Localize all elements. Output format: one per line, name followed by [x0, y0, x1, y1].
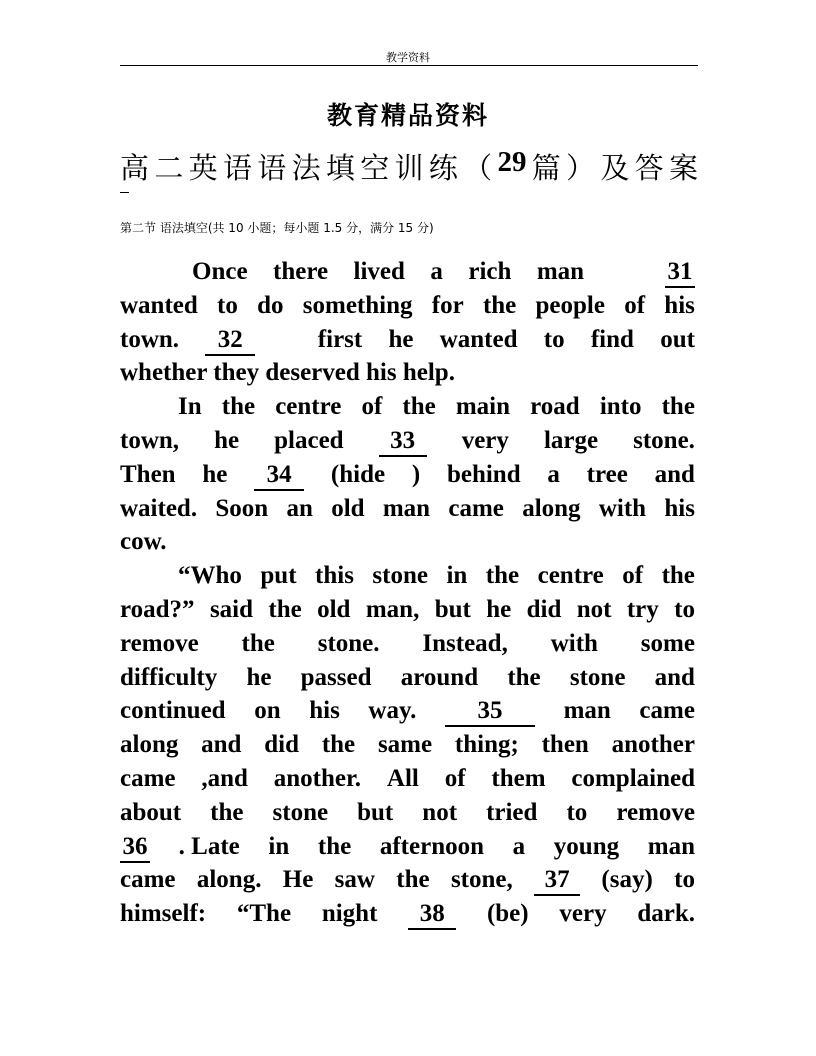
- passage-word: but: [357, 798, 394, 826]
- title-char: ）: [566, 151, 596, 185]
- passage-word: on: [254, 697, 281, 725]
- passage-word: came: [120, 764, 176, 792]
- passage-word: a: [430, 258, 443, 285]
- passage-word: of: [622, 562, 644, 590]
- passage-word: the: [210, 798, 244, 826]
- title-char: 答: [634, 151, 664, 185]
- passage-word: man: [382, 494, 431, 522]
- passage-word: the: [507, 663, 541, 691]
- passage-word: young: [553, 832, 620, 860]
- blank-31[interactable]: 31: [665, 260, 695, 288]
- passage-word: an: [286, 494, 313, 522]
- passage-word: a: [547, 460, 560, 488]
- passage-word: along.: [196, 866, 262, 894]
- passage-word: some: [640, 629, 695, 657]
- main-title: [120, 146, 698, 187]
- passage-word: very: [559, 900, 607, 928]
- blank-37[interactable]: 37: [534, 868, 580, 896]
- title-char: 语: [257, 151, 287, 185]
- passage-word: the: [661, 562, 695, 590]
- passage-line: [120, 796, 695, 830]
- passage-word: into: [599, 393, 642, 421]
- passage-word: something: [302, 291, 413, 319]
- passage-word: man: [563, 697, 611, 725]
- title-char: 法: [291, 151, 321, 185]
- blank-35[interactable]: 35: [445, 699, 535, 727]
- passage-word: very: [461, 426, 509, 454]
- passage-word: placed: [274, 426, 344, 454]
- passage-line: [120, 728, 695, 762]
- passage-word: try: [626, 595, 659, 623]
- passage-word: himself:: [120, 900, 207, 928]
- title-char: 填: [325, 151, 355, 185]
- passage-line: [120, 424, 695, 458]
- blank-38[interactable]: 38: [408, 902, 456, 930]
- passage-word: the: [661, 393, 695, 421]
- passage-word: remove: [616, 798, 695, 826]
- section-instructions: 第二节 语法填空(共 10 小题；每小题 1.5 分，满分 15 分): [120, 221, 434, 235]
- passage-line: [120, 627, 695, 661]
- passage-word: saw: [334, 866, 375, 894]
- passage-word: Then: [120, 460, 176, 488]
- passage-word: thing;: [454, 731, 519, 759]
- passage-word: . Late: [178, 832, 240, 860]
- passage-line: [120, 661, 695, 695]
- document-title: 教育精品资料: [326, 101, 489, 130]
- header-divider: [120, 65, 698, 66]
- passage-word: large: [543, 426, 599, 454]
- passage-word: not: [422, 798, 458, 826]
- passage-line: [120, 492, 695, 526]
- passage-word: (be): [486, 900, 529, 928]
- passage-line: [120, 863, 695, 897]
- passage-word: first: [317, 325, 363, 353]
- passage-word: his: [664, 494, 695, 522]
- passage-word: same: [377, 731, 433, 759]
- passage-word: around: [400, 663, 479, 691]
- passage-word: man,: [365, 595, 420, 623]
- passage-word: the: [241, 629, 275, 657]
- passage-word: the: [268, 595, 302, 623]
- passage-word: night: [321, 900, 378, 928]
- passage-line: [120, 390, 695, 424]
- passage-word: waited.: [120, 494, 198, 522]
- title-char: 高: [120, 151, 150, 185]
- title-char: 练: [428, 151, 458, 185]
- passage-word: with: [550, 629, 598, 657]
- passage-word: of: [361, 393, 383, 421]
- passage-line: [120, 559, 695, 593]
- passage-word: his: [664, 291, 695, 319]
- page-header-label: 教学资料: [386, 51, 430, 64]
- passage-line: [120, 323, 695, 357]
- passage-word: the: [221, 393, 256, 421]
- passage-line: [120, 255, 695, 289]
- passage-word: to: [217, 291, 238, 319]
- passage-word: the: [396, 866, 430, 894]
- passage-word: stone.: [317, 629, 380, 657]
- passage-word: (hide: [330, 460, 386, 488]
- passage-word: the: [482, 291, 517, 319]
- passage-word: Soon: [215, 494, 269, 522]
- blank-34[interactable]: 34: [254, 463, 304, 491]
- passage-word: the: [485, 562, 520, 590]
- passage-word: rich: [468, 258, 512, 285]
- passage-line: [120, 897, 695, 931]
- title-char: 空: [360, 151, 390, 185]
- passage-word: the: [402, 393, 436, 421]
- blank-36[interactable]: 36: [120, 835, 150, 863]
- passage-word: not: [576, 595, 612, 623]
- passage-line: [120, 694, 695, 728]
- passage-word: and: [654, 460, 695, 488]
- passage-word: for: [431, 291, 464, 319]
- passage-word: town,: [120, 426, 180, 454]
- title-char: 英: [188, 151, 218, 185]
- passage-word: stone: [372, 562, 428, 590]
- passage-word: cow.: [120, 528, 167, 556]
- title-char: （: [463, 151, 493, 185]
- passage-word: continued: [120, 697, 226, 725]
- passage-word: man: [647, 832, 695, 860]
- passage-word: came: [120, 866, 176, 894]
- passage-word: along: [120, 731, 179, 759]
- passage-word: to: [674, 866, 695, 894]
- passage-line: [120, 458, 695, 492]
- passage-word: wanted: [120, 291, 198, 319]
- passage-word: afternoon: [379, 832, 485, 860]
- passage-word: passed: [300, 663, 372, 691]
- passage-word: lived: [353, 258, 405, 285]
- passage-word: of: [624, 291, 646, 319]
- passage-word: stone: [569, 663, 626, 691]
- passage-word: tried: [486, 798, 538, 826]
- passage-word: “The: [236, 900, 292, 928]
- passage-word: dark.: [637, 900, 695, 928]
- passage-word: old: [331, 494, 365, 522]
- passage-word: way.: [368, 697, 417, 725]
- passage-word: then: [541, 731, 589, 759]
- passage-word: along: [522, 494, 581, 522]
- title-char: 二: [154, 151, 184, 185]
- passage-word: he: [214, 426, 240, 454]
- passage-word: centre: [275, 393, 342, 421]
- passage-word: whether they deserved his help.: [120, 359, 455, 387]
- passage-word: put: [260, 562, 297, 590]
- passage-word: ,and: [201, 764, 248, 792]
- passage-word: of: [444, 764, 466, 792]
- passage-word: a: [512, 832, 526, 860]
- passage-word: he: [202, 460, 228, 488]
- passage-word: about: [120, 798, 182, 826]
- passage-word: the: [321, 731, 356, 759]
- passage-word: He: [282, 866, 314, 894]
- passage-word: “Who: [178, 562, 242, 590]
- passage-word: with: [598, 494, 647, 522]
- passage-word: (say): [601, 866, 653, 894]
- passage-word: to: [674, 595, 695, 623]
- passage-word: find: [590, 325, 634, 353]
- passage-word: out: [660, 325, 695, 353]
- title-dash-mark: [120, 192, 129, 193]
- passage-word: in: [446, 562, 468, 590]
- passage-word: this: [315, 562, 354, 590]
- passage-word: and: [654, 663, 695, 691]
- blank-33[interactable]: 33: [379, 429, 427, 457]
- passage-word: old: [317, 595, 351, 623]
- passage-word: came: [639, 697, 695, 725]
- blank-32[interactable]: 32: [205, 328, 255, 356]
- passage-word: to: [566, 798, 588, 826]
- title-char: 案: [668, 151, 698, 185]
- passage-word: people: [535, 291, 605, 319]
- title-char: 篇: [531, 151, 561, 185]
- passage-word: In: [178, 393, 202, 421]
- passage-word: centre: [537, 562, 604, 590]
- passage-line: [120, 593, 695, 627]
- title-count: 29: [497, 146, 527, 178]
- passage-word: his: [309, 697, 340, 725]
- passage-word: stone,: [450, 866, 513, 894]
- passage-line: [120, 289, 695, 323]
- passage-word: but: [434, 595, 471, 623]
- passage-word: stone.: [633, 426, 695, 454]
- passage-line: [120, 762, 695, 796]
- passage-word: town.: [120, 325, 180, 353]
- passage-word: the: [317, 832, 352, 860]
- passage-word: another: [611, 731, 695, 759]
- passage-word: he: [246, 663, 272, 691]
- passage-word: did: [526, 595, 562, 623]
- passage-word: he: [388, 325, 414, 353]
- passage-word: main: [455, 393, 511, 421]
- passage-word: came: [448, 494, 504, 522]
- passage-line: [120, 356, 695, 390]
- passage-word: another.: [273, 764, 362, 792]
- title-char: 语: [222, 151, 252, 185]
- passage-word: stone: [272, 798, 329, 826]
- title-char: 及: [600, 151, 630, 185]
- passage-word: road?”: [120, 595, 195, 623]
- passage-word: wanted: [439, 325, 518, 353]
- passage-line: [120, 525, 695, 559]
- passage-word: road: [530, 393, 580, 421]
- passage-word: in: [268, 832, 290, 860]
- title-char: 训: [394, 151, 424, 185]
- passage-word: said: [209, 595, 254, 623]
- passage-word: man: [536, 258, 585, 285]
- passage-word: All: [386, 764, 419, 792]
- passage-word: Instead,: [422, 629, 508, 657]
- passage-word: remove: [120, 629, 199, 657]
- passage-word: to: [543, 325, 565, 353]
- passage: [120, 255, 695, 931]
- passage-word: complained: [571, 764, 695, 792]
- passage-word: do: [257, 291, 284, 319]
- passage-word: ): [411, 460, 421, 488]
- passage-word: tree: [586, 460, 628, 488]
- passage-word: did: [264, 731, 300, 759]
- passage-word: behind: [446, 460, 521, 488]
- passage-word: them: [491, 764, 546, 792]
- passage-line: [120, 830, 695, 864]
- passage-word: Once: [192, 258, 248, 285]
- passage-word: there: [273, 258, 329, 285]
- passage-word: difficulty: [120, 663, 218, 691]
- passage-word: and: [201, 731, 242, 759]
- passage-word: he: [486, 595, 512, 623]
